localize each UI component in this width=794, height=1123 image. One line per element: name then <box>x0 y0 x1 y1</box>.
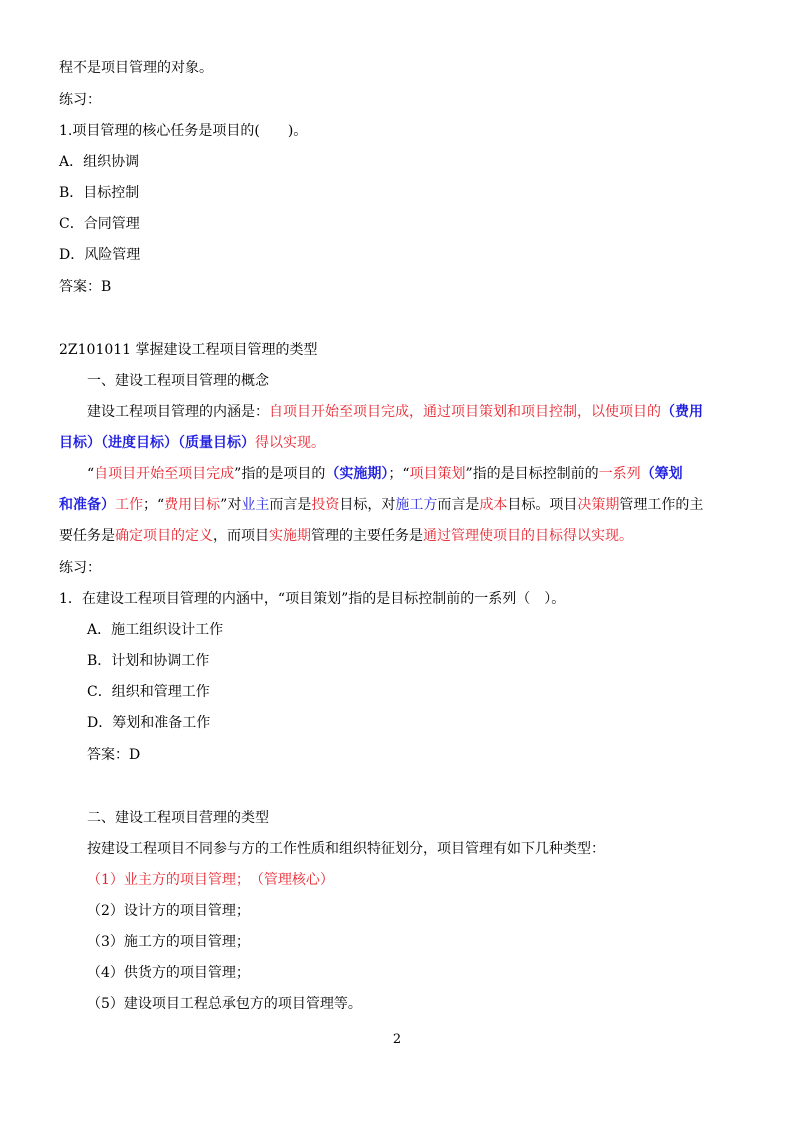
text-span: ；“ <box>388 466 410 482</box>
text-span: 管理工作的主 <box>619 497 704 513</box>
highlight-red: 项目策划 <box>409 466 466 482</box>
list-item: （3）施工方的项目管理； <box>87 934 250 950</box>
list-item: （2）设计方的项目管理； <box>87 903 250 919</box>
text-span: ”对 <box>220 497 242 513</box>
highlight-red: 自项目开始至项目完成，通过项目策划和项目控制，以使项目的 <box>269 404 661 420</box>
text-span: 管理的主要任务是 <box>311 528 423 544</box>
text-span: 而言是 <box>269 497 312 513</box>
option-c: C．组织和管理工作 <box>87 684 210 700</box>
question: 1.项目管理的核心任务是项目的( )。 <box>59 123 308 139</box>
highlight-red: 成本 <box>479 497 508 513</box>
highlight-blue: （费用 <box>661 404 703 420</box>
text-span: ”指的是项目的 <box>234 466 326 482</box>
highlight-blue: 目标）（进度目标）（质量目标） <box>59 435 255 451</box>
answer: 答案：D <box>87 747 141 763</box>
option-b: B．目标控制 <box>59 185 140 201</box>
page-number: 2 <box>392 1032 402 1047</box>
question: 1．在建设工程项目管理的内涵中，“项目策划”指的是目标控制前的一系列（ ）。 <box>59 591 566 607</box>
option-b: B．计划和协调工作 <box>87 653 210 669</box>
text-line: 程不是项目管理的对象。 <box>59 60 213 76</box>
text-span: 目标。项目 <box>507 497 578 513</box>
option-c: C．合同管理 <box>59 216 140 232</box>
highlight-red: 投资 <box>311 497 340 513</box>
paragraph-line <box>59 526 633 546</box>
list-item: （4）供货方的项目管理； <box>87 965 250 981</box>
section-heading: 2Z101011 掌握建设工程项目管理的类型 <box>59 342 318 358</box>
highlight-red: 决策期 <box>577 497 620 513</box>
highlight-red: 得以实现。 <box>255 435 325 451</box>
paragraph-line <box>87 402 703 422</box>
list-item: （1）业主方的项目管理； （管理核心） <box>87 872 334 888</box>
highlight-blue: （筹划 <box>640 466 683 482</box>
text-span: 建设工程项目管理的内涵是： <box>87 404 269 420</box>
paragraph-line <box>87 464 683 484</box>
option-a: A．施工组织设计工作 <box>87 622 224 638</box>
option-a: A．组织协调 <box>59 154 140 170</box>
text-span: ；“ <box>143 497 165 513</box>
highlight-red: 工作 <box>115 497 143 513</box>
text-span: “ <box>87 466 95 482</box>
paragraph-line <box>59 433 325 453</box>
highlight-red: 确定项目的定义 <box>115 528 213 544</box>
highlight-blue: 业主 <box>241 497 270 513</box>
text-span: 目标，对 <box>339 497 396 513</box>
option-d: D．风险管理 <box>59 247 141 263</box>
highlight-blue: （实施期） <box>325 466 389 482</box>
list-item: （5）建设项目工程总承包方的项目管理等。 <box>87 996 362 1012</box>
highlight-red: 费用目标 <box>164 497 221 513</box>
text-span: ”指的是目标控制前的 <box>465 466 599 482</box>
paragraph-line <box>59 495 703 515</box>
text-span: 要任务是 <box>59 528 115 544</box>
answer: 答案：B <box>59 279 112 295</box>
highlight-blue: 施工方 <box>395 497 438 513</box>
subsection-heading: 一、建设工程项目管理的概念 <box>87 373 269 389</box>
text-span: 而言是 <box>437 497 480 513</box>
subsection-heading: 二、建设工程项目营理的类型 <box>87 810 269 826</box>
highlight-red: 实施期 <box>269 528 311 544</box>
text-span: ，而项目 <box>213 528 269 544</box>
highlight-red: 一系列 <box>598 466 641 482</box>
practice-label: 练习： <box>59 560 101 576</box>
option-d: D．筹划和准备工作 <box>87 715 211 731</box>
practice-label: 练习： <box>59 92 101 108</box>
highlight-blue: 和准备） <box>59 497 115 513</box>
highlight-red: 通过管理使项目的目标得以实现。 <box>423 528 633 544</box>
highlight-red: 自项目开始至项目完成 <box>94 466 235 482</box>
paragraph-line: 按建设工程项目不同参与方的工作性质和组织特征划分，项目管理有如下几种类型： <box>87 841 605 857</box>
